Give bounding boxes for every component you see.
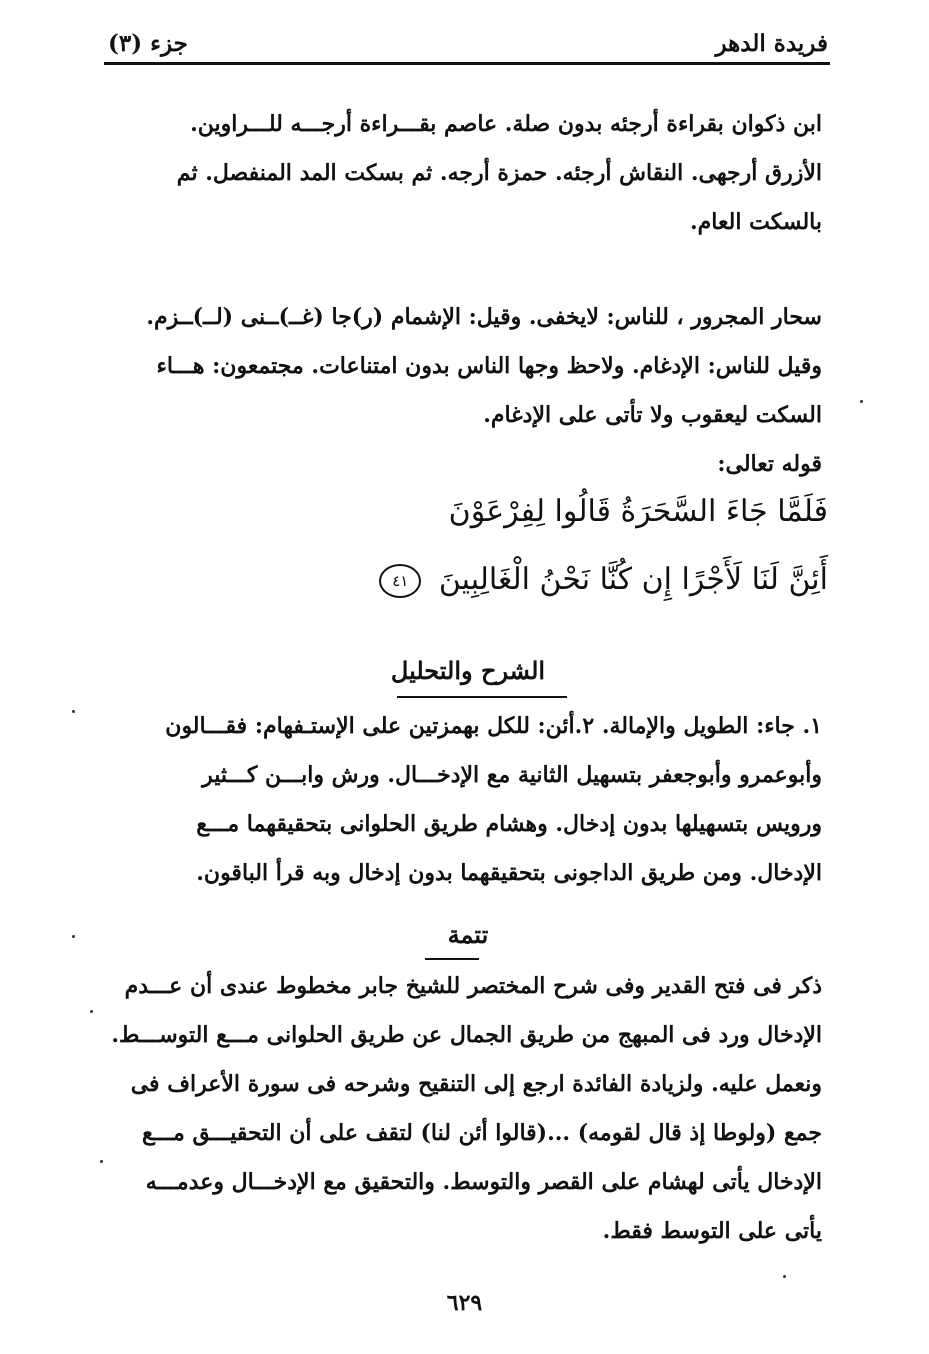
verse-text: فَلَمَّا جَاءَ السَّحَرَةُ قَالُوا لِفِرْعَوْنَ [448,494,828,529]
scan-speck [860,400,863,403]
text-line: السكت ليعقوب ولا تأتى على الإدغام. [483,402,822,428]
text-line: ورويس بتسهيلها بدون إدخال. وهشام طريق الحلوانى بتحقيقهما مـــع [196,811,822,837]
section-heading-supplement [108,920,828,949]
quran-verse-line-2 [108,550,828,610]
text-line: سحار المجرور ، للناس: لايخفى. وقيل: الإشمام (ر)جا (غــ)ــنى (لــ)ــزم. [146,304,822,330]
section-title: تتمة [447,920,489,949]
text-line: وقيل للناس: الإدغام. ولاحظ وجها الناس بدون امتناعات. مجتمعون: هـــاء [156,353,822,379]
verse-text: أَئِنَّ لَنَا لَأَجْرًا إِن كُنَّا نَحْنُ الْغَالِبِينَ [438,562,828,597]
header-divider [104,62,830,65]
paragraph-explanation [108,702,822,898]
heading-underline [397,696,567,698]
text-line: وأبوعمرو وأبوجعفر بتسهيل الثانية مع الإدخـــال. ورش وابـــن كـــثير [202,762,822,788]
text-line: يأتى على التوسط فقط. [602,1218,822,1244]
text-line: الإدخال يأتى لهشام على القصر والتوسط. والتحقيق مع الإدخـــال وعدمـــه [145,1169,822,1195]
heading-underline [425,958,479,960]
paragraph-readings [108,100,822,247]
paragraph-supplement [108,962,822,1256]
text-line: الإدخال. ومن طريق الداجونى بتحقيقهما بدون إدخال وبه قرأ الباقون. [196,860,822,886]
ayah-number-marker: ٤١ [379,564,421,598]
text-line: الأزرق أرجهى. النقاش أرجئه. حمزة أرجه. ثم بسكت المد المنفصل. ثم [176,160,822,186]
page-number: ٦٢٩ [446,1290,483,1316]
text-line: ١. جاء: الطويل والإمالة. ٢.أئن: للكل بهمزتين على الإستـفهام: فقـــالون [165,713,822,739]
quran-verse-line-1 [108,482,828,542]
running-header [108,22,828,62]
text-line: ابن ذكوان بقراءة أرجئه بدون صلة. عاصم بقـــراءة أرجـــه للـــراوين. [190,111,822,137]
scan-speck [90,1010,93,1013]
paragraph-notes [108,293,822,489]
scan-speck [100,1160,103,1163]
text-line: بالسكت العام. [690,209,822,235]
section-title: الشرح والتحليل [390,656,546,685]
text-line: ونعمل عليه. ولزيادة الفائدة ارجع إلى التنقيح وشرحه فى سورة الأعراف فى [130,1071,822,1097]
text-line: ذكر فى فتح القدير وفى شرح المختصر للشيخ جابر مخطوط عندى أن عـــدم [124,973,822,999]
scan-speck [72,710,75,713]
section-heading-explanation [108,656,828,685]
verse-intro: قوله تعالى: [717,451,822,477]
book-title: فريدة الدهر [715,30,828,57]
volume-label: جزء (٣) [108,30,188,57]
text-line: الإدخال ورد فى المبهج من طريق الجمال عن طريق الحلوانى مـــع التوســـط. [111,1022,822,1048]
scan-speck [72,935,75,938]
scan-speck [783,1275,786,1278]
text-line: جمع (ولوطا إذ قال لقومه) ...(قالوا أئن لنا) لتقف على أن التحقيـــق مـــع [142,1120,822,1146]
